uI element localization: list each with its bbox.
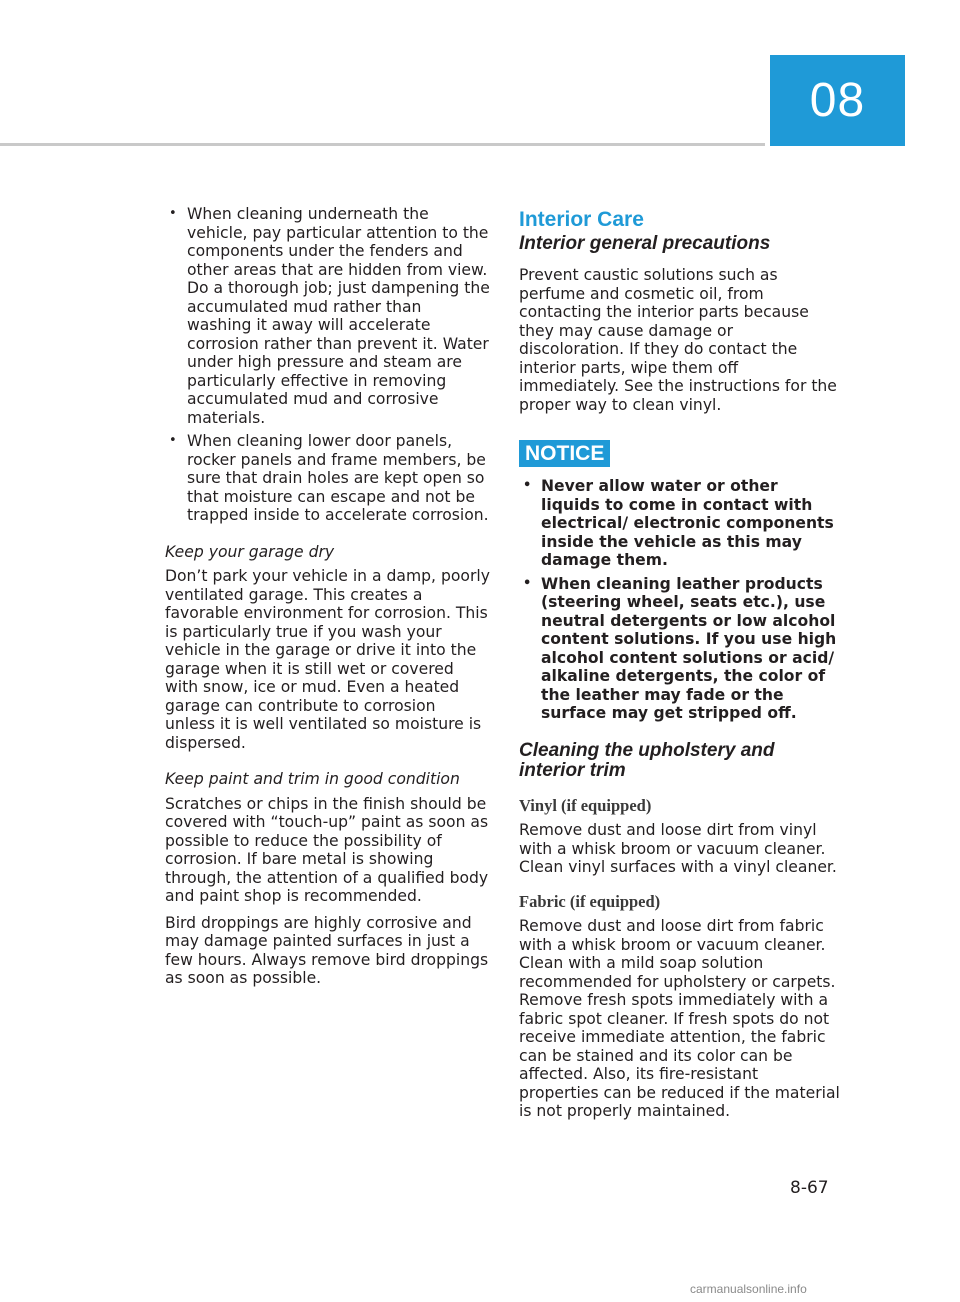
section-title: Interior Care [519, 208, 644, 231]
header-rule [0, 143, 765, 146]
page-number: 8-67 [790, 1178, 829, 1198]
paint-paragraph-1: Scratches or chips in the finish should be covered with “touch-up” paint as soon as possible to reduce the possibility of corrosion. If bare metal is showing through, the attention of a qualified body and paint shop is recommended. [165, 794, 489, 905]
paint-paragraph-2: Bird droppings are highly corrosive and may damage painted surfaces in just a few hours. Always remove bird droppings as soon as possible. [165, 913, 489, 987]
left-column [165, 205, 490, 996]
precautions-paragraph: Prevent caustic solutions such as perfume and cosmetic oil, from contacting the interior parts because they may cause damage or discoloration. If they do contact the interior parts, wipe them off immediately. See the instructions for the proper way to clean vinyl. [519, 266, 837, 414]
garage-heading: Keep your garage dry [165, 542, 335, 561]
chapter-tab [770, 55, 905, 146]
list-item: • Never allow water or other liquids to come in contact with electrical/ electronic components inside the vehicle as this may damage them. [519, 477, 841, 570]
list-item: • When cleaning leather products (steering wheel, seats etc.), use neutral detergents or low alcohol content solutions. If you use high alcohol content solutions or acid/ alkaline detergents, the color of the leather may fade or the surface may get stripped off. [519, 575, 841, 723]
precautions-heading: Interior general precautions [519, 233, 771, 254]
list-item: • When cleaning underneath the vehicle, pay particular attention to the components under the fenders and other areas that are hidden from view. Do a thorough job; just dampening the accumulated mud rather than washing it away will accelerate corrosion rather than prevent it. Water under high pressure and steam are particularly effective in removing accumulated mud and corrosive materials. [165, 205, 490, 427]
cleaning-bullet-list [165, 205, 490, 525]
garage-paragraph: Don’t park your vehicle in a damp, poorly ventilated garage. This creates a favorable environment for corrosion. This is particularly true if you wash your vehicle in the garage or drive it into the garage when it is still wet or covered with snow, ice or mud. Even a heated garage can contribute to corrosion unless it is well ventilated so moisture is dispersed. [165, 567, 490, 752]
paint-heading: Keep paint and trim in good condition [165, 770, 460, 788]
vinyl-heading: Vinyl (if equipped) [519, 795, 652, 815]
list-item: • When cleaning lower door panels, rocker panels and frame members, be sure that drain holes are kept open so that moisture can escape and not be trapped inside to accelerate corrosion. [165, 432, 490, 525]
notice-list [519, 477, 841, 723]
watermark: carmanualsonline.info [690, 1282, 807, 1296]
upholstery-heading: Cleaning the upholstery and interior trim [519, 739, 775, 781]
vinyl-paragraph: Remove dust and loose dirt from vinyl with a whisk broom or vacuum cleaner. Clean vinyl surfaces with a vinyl cleaner. [519, 821, 837, 876]
notice-badge: NOTICE [519, 440, 610, 467]
fabric-paragraph: Remove dust and loose dirt from fabric with a whisk broom or vacuum cleaner. Clean with a mild soap solution recommended for upholstery or carpets. Remove fresh spots immediately with a fabric spot cleaner. If fresh spots do not receive immediate attention, the fabric can be stained and its color can be affected. Also, its fire-resistant properties can be reduced if the material is not properly maintained. [519, 917, 840, 1120]
right-column [519, 205, 841, 1129]
chapter-number: 08 [809, 74, 866, 127]
fabric-heading: Fabric (if equipped) [519, 891, 661, 911]
